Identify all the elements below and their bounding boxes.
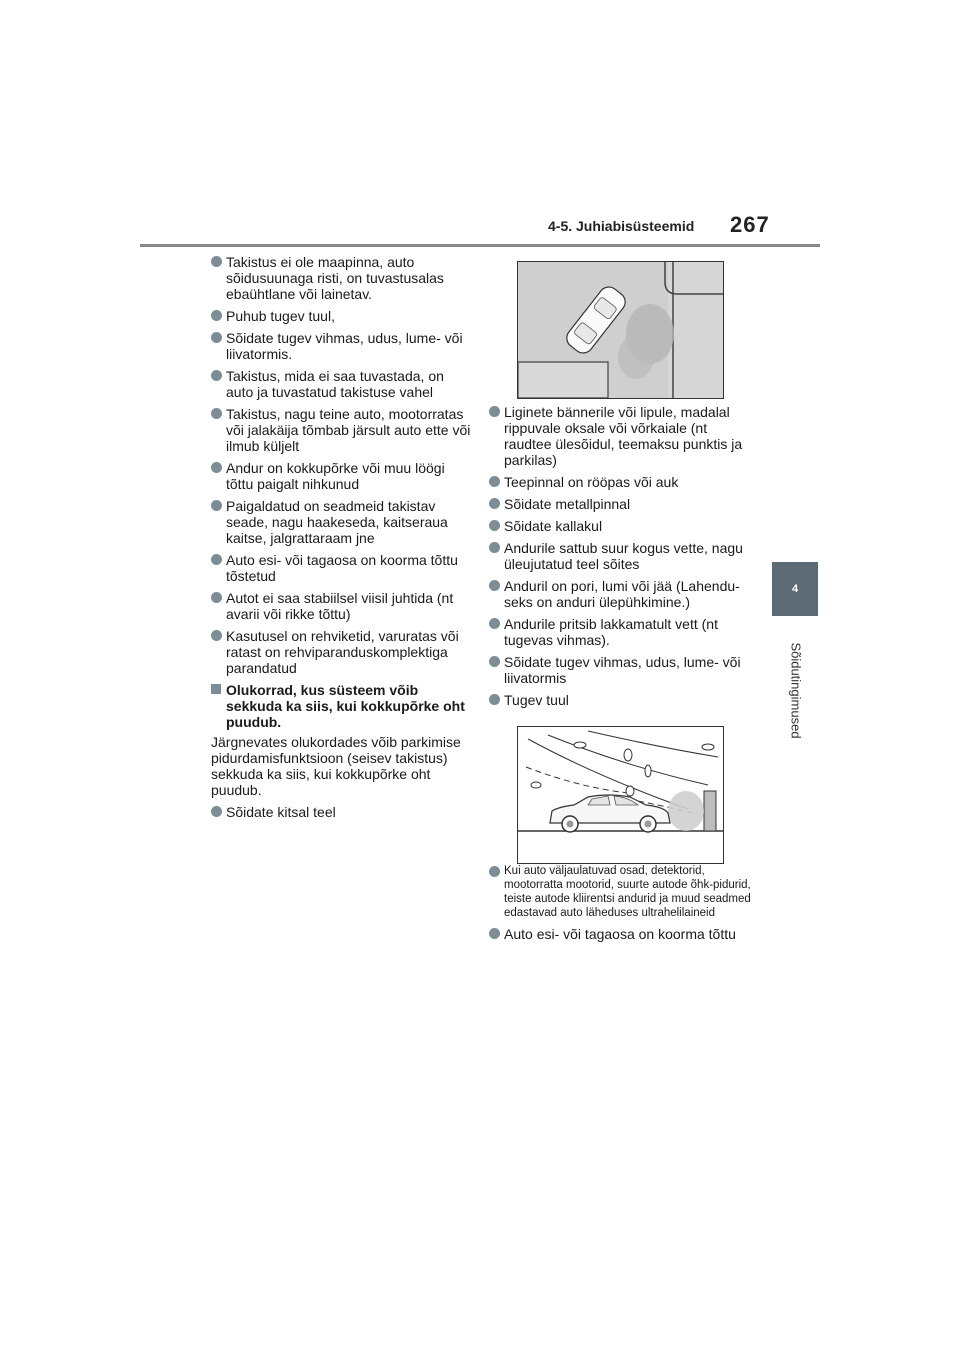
left-column bbox=[211, 254, 473, 826]
right-column bbox=[489, 404, 751, 948]
subsection-heading bbox=[211, 682, 473, 730]
page-number: 267 bbox=[730, 212, 770, 237]
bullet-dot-icon bbox=[211, 554, 222, 565]
bullet-text: Anduril on pori, lumi või jää (Lahendu-seks on anduri ülepühkimine.) bbox=[504, 578, 740, 610]
chapter-title-vertical bbox=[758, 630, 834, 750]
bullet-dot-icon bbox=[489, 542, 500, 553]
bullet-item bbox=[489, 926, 751, 942]
bullet-item bbox=[211, 406, 473, 454]
bullet-text: Paigaldatud on seadmeid takistav seade, nagu haakeseda, kaitseraua kaitse, jalgrattaraam jne bbox=[226, 498, 448, 546]
bullet-dot-icon bbox=[211, 630, 222, 641]
bullet-dot-icon bbox=[211, 500, 222, 511]
bullet-item bbox=[211, 308, 473, 324]
bullet-dot-icon bbox=[211, 408, 222, 419]
bullet-dot-icon bbox=[211, 592, 222, 603]
bullet-item bbox=[211, 804, 473, 820]
bullet-text: Puhub tugev tuul, bbox=[226, 308, 335, 324]
bullet-item bbox=[489, 518, 751, 534]
bullet-dot-icon bbox=[489, 866, 500, 877]
bullet-text: Andur on kokkupõrke või muu löögi tõttu paigalt nihkunud bbox=[226, 460, 445, 492]
bullet-text: Sõidate tugev vihmas, udus, lume- või liivatormis. bbox=[226, 330, 463, 362]
bullet-dot-icon bbox=[211, 310, 222, 321]
narrow-road-drawing bbox=[518, 262, 723, 398]
bullet-item bbox=[489, 578, 751, 610]
bullet-text: Auto esi- või tagaosa on koorma tõttu bbox=[504, 926, 736, 942]
bullet-text: Kasutusel on rehviketid, varuratas või ratast on rehviparanduskomplektiga parandatud bbox=[226, 628, 459, 676]
bullet-dot-icon bbox=[211, 370, 222, 381]
bullet-item bbox=[211, 590, 473, 622]
narrow-road-illustration bbox=[517, 261, 724, 399]
bullet-text: Kui auto väljaulatuvad osad, detektorid, mootorratta mootorid, suurte autode õhk-pidurid, teiste autode kliirentsi andurid ja muud seadmed edastavad auto läheduses ultrahelilaineid bbox=[504, 865, 751, 919]
bullet-dot-icon bbox=[489, 580, 500, 591]
bullet-text: Andurile sattub suur kogus vette, nagu üleujutatud teel sõites bbox=[504, 540, 743, 572]
bullet-item bbox=[489, 692, 751, 708]
bullet-text: Takistus ei ole maapinna, auto sõidusuunaga risti, on tuvastusalas ebaühtlane või lainetav. bbox=[226, 254, 444, 302]
bullet-dot-icon bbox=[489, 406, 500, 417]
chapter-title: Sõidutingimused bbox=[788, 641, 804, 739]
bullet-text: Sõidate kitsal teel bbox=[226, 804, 336, 820]
bullet-item bbox=[489, 540, 751, 572]
bullet-dot-icon bbox=[489, 694, 500, 705]
bullet-item bbox=[489, 474, 751, 490]
bullet-dot-icon bbox=[211, 256, 222, 267]
bullet-item bbox=[211, 498, 473, 546]
bullet-dot-icon bbox=[489, 476, 500, 487]
bullet-item bbox=[211, 368, 473, 400]
bullet-item bbox=[211, 628, 473, 676]
bullet-item bbox=[489, 864, 751, 920]
bullet-text: Autot ei saa stabiilsel viisil juhtida (nt avarii või rikke tõttu) bbox=[226, 590, 454, 622]
bullet-dot-icon bbox=[489, 618, 500, 629]
bullet-item bbox=[489, 496, 751, 512]
bullet-text: Andurile pritsib lakkamatult vett (nt tugevas vihmas). bbox=[504, 616, 718, 648]
strong-wind-drawing bbox=[518, 727, 723, 863]
body-paragraph: Järgnevates olukordades võib parkimise pidurdamisfunktsioon (seisev takistus) sekkuda ka siis, kui kokkupõrke oht puudub. bbox=[211, 734, 461, 798]
bullet-text: Takistus, nagu teine auto, mootorratas või jalakäija tõmbab järsult auto ette või ilmub küljelt bbox=[226, 406, 471, 454]
heading-square-icon bbox=[211, 684, 221, 694]
bullet-item bbox=[211, 552, 473, 584]
bullet-dot-icon bbox=[489, 498, 500, 509]
bullet-item bbox=[489, 654, 751, 686]
bullet-text: Sõidate kallakul bbox=[504, 518, 603, 534]
bullet-text: Liginete bännerile või lipule, madalal rippuvale oksale või võrkaiale (nt raudtee ülesõidul, teemaksu punktis ja parkilas) bbox=[504, 404, 743, 468]
bullet-item bbox=[211, 330, 473, 362]
bullet-text: Sõidate metallpinnal bbox=[504, 496, 631, 512]
bullet-item bbox=[211, 254, 473, 302]
bullet-dot-icon bbox=[211, 806, 222, 817]
chapter-tab: 4 bbox=[772, 562, 818, 616]
bullet-dot-icon bbox=[489, 656, 500, 667]
bullet-text: Teepinnal on rööpas või auk bbox=[504, 474, 679, 490]
bullet-dot-icon bbox=[489, 928, 500, 939]
bullet-text: Auto esi- või tagaosa on koorma tõttu tõstetud bbox=[226, 552, 458, 584]
bullet-dot-icon bbox=[211, 332, 222, 343]
bullet-item bbox=[489, 404, 751, 468]
bullet-dot-icon bbox=[211, 462, 222, 473]
header-rule bbox=[140, 244, 820, 247]
bullet-item bbox=[211, 460, 473, 492]
bullet-item bbox=[489, 616, 751, 648]
bullet-text: Takistus, mida ei saa tuvastada, on auto ja tuvastatud takistuse vahel bbox=[226, 368, 444, 400]
bullet-text: Tugev tuul bbox=[504, 692, 569, 708]
section-title: 4-5. Juhiabisüsteemid bbox=[548, 218, 695, 234]
heading-text: Olukorrad, kus süsteem võib sekkuda ka siis, kui kokkupõrke oht puudub. bbox=[226, 682, 465, 730]
strong-wind-illustration bbox=[517, 726, 724, 864]
bullet-text: Sõidate tugev vihmas, udus, lume- või liivatormis bbox=[504, 654, 741, 686]
bullet-dot-icon bbox=[489, 520, 500, 531]
